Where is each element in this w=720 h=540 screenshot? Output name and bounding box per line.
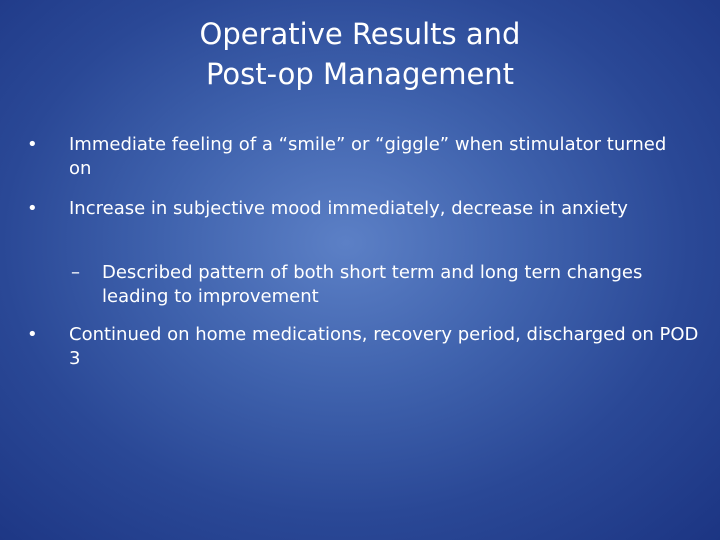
slide-title <box>0 14 720 94</box>
title-line-1: Operative Results and <box>199 17 521 51</box>
title-line-2: Post-op Management <box>205 57 515 91</box>
bullet-item <box>27 323 709 371</box>
bullet-marker: • <box>27 134 38 155</box>
bullet-item <box>27 197 709 221</box>
bullet-text: Increase in subjective mood immediately, decrease in anxiety <box>69 198 628 219</box>
bullet-marker: • <box>27 324 38 345</box>
bullet-marker: • <box>27 198 38 219</box>
sub-bullet-text: Described pattern of both short term and long tern changes leading to improvement <box>102 262 643 307</box>
bullet-item <box>27 133 679 181</box>
bullet-text: Continued on home medications, recovery period, discharged on POD 3 <box>69 324 699 369</box>
dash-marker: – <box>71 262 80 283</box>
sub-bullet-item <box>71 261 662 309</box>
bullet-text: Immediate feeling of a “smile” or “giggle” when stimulator turned on <box>69 134 667 179</box>
